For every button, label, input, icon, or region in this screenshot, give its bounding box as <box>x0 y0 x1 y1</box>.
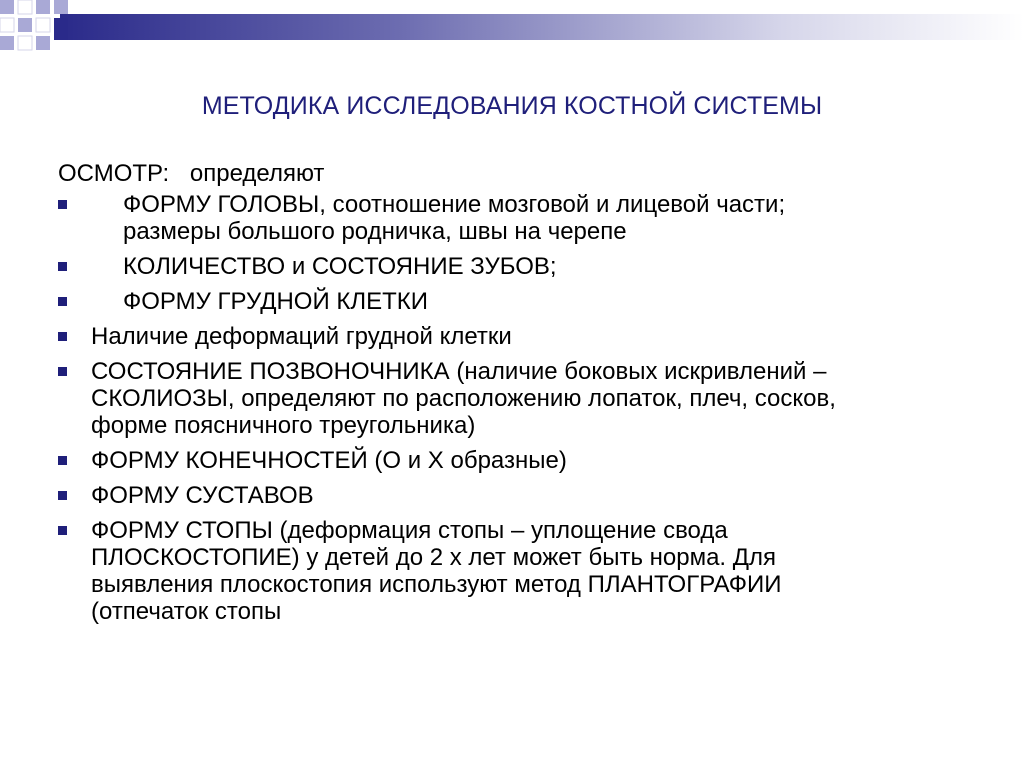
list-item-line: форме поясничного треугольника) <box>91 412 476 439</box>
slide-content <box>58 160 998 633</box>
list-item <box>58 358 998 439</box>
list-item-text <box>58 358 998 439</box>
bullet-list <box>58 191 998 625</box>
square-bullet-icon <box>58 456 67 465</box>
square-bullet-icon <box>58 262 67 271</box>
list-item-line: Наличие деформаций грудной клетки <box>91 323 512 350</box>
list-item-text <box>58 323 998 350</box>
square-bullet-icon <box>58 491 67 500</box>
list-item <box>58 191 998 245</box>
list-item <box>58 323 998 350</box>
list-item <box>58 517 998 625</box>
intro-line <box>58 160 998 187</box>
list-item-text <box>58 191 998 245</box>
list-item-line: ФОРМУ ГРУДНОЙ КЛЕТКИ <box>123 288 429 315</box>
list-item-line: выявления плоскостопия используют метод ПЛАНТОГРАФИИ <box>91 571 782 598</box>
list-item-line: СКОЛИОЗЫ, определяют по расположению лопаток, плеч, сосков, <box>91 385 836 412</box>
square-bullet-icon <box>58 200 67 209</box>
slide-title: МЕТОДИКА ИССЛЕДОВАНИЯ КОСТНОЙ СИСТЕМЫ <box>201 92 823 120</box>
list-item <box>58 253 998 280</box>
square-bullet-icon <box>58 332 67 341</box>
list-item-line: ФОРМУ КОНЕЧНОСТЕЙ (О и Х образные) <box>91 447 567 474</box>
header-gradient-bar <box>0 0 1024 60</box>
list-item <box>58 447 998 474</box>
list-item-line: размеры большого родничка, швы на черепе <box>123 218 627 245</box>
decorative-squares-icon <box>0 0 80 60</box>
square-bullet-icon <box>58 367 67 376</box>
list-item <box>58 482 998 509</box>
list-item-text <box>58 517 998 625</box>
list-item-text <box>58 447 998 474</box>
list-item-line: ФОРМУ СТОПЫ (деформация стопы – уплощение свода <box>91 517 728 544</box>
square-bullet-icon <box>58 297 67 306</box>
list-item-line: (отпечаток стопы <box>91 598 282 625</box>
list-item-line: КОЛИЧЕСТВО и СОСТОЯНИЕ ЗУБОВ; <box>123 253 557 280</box>
list-item-line: СОСТОЯНИЕ ПОЗВОНОЧНИКА (наличие боковых искривлений – <box>91 358 827 385</box>
list-item-text <box>58 482 998 509</box>
list-item-text <box>58 253 998 280</box>
list-item-text <box>58 288 998 315</box>
list-item-line: ФОРМУ ГОЛОВЫ, соотношение мозговой и лицевой части; <box>123 191 786 218</box>
square-bullet-icon <box>58 526 67 535</box>
list-item-line: ПЛОСКОСТОПИЕ) у детей до 2 х лет может быть норма. Для <box>91 544 777 571</box>
intro-text: определяют <box>189 160 325 187</box>
list-item-line: ФОРМУ СУСТАВОВ <box>91 482 314 509</box>
list-item <box>58 288 998 315</box>
intro-label: ОСМОТР: <box>58 160 170 187</box>
